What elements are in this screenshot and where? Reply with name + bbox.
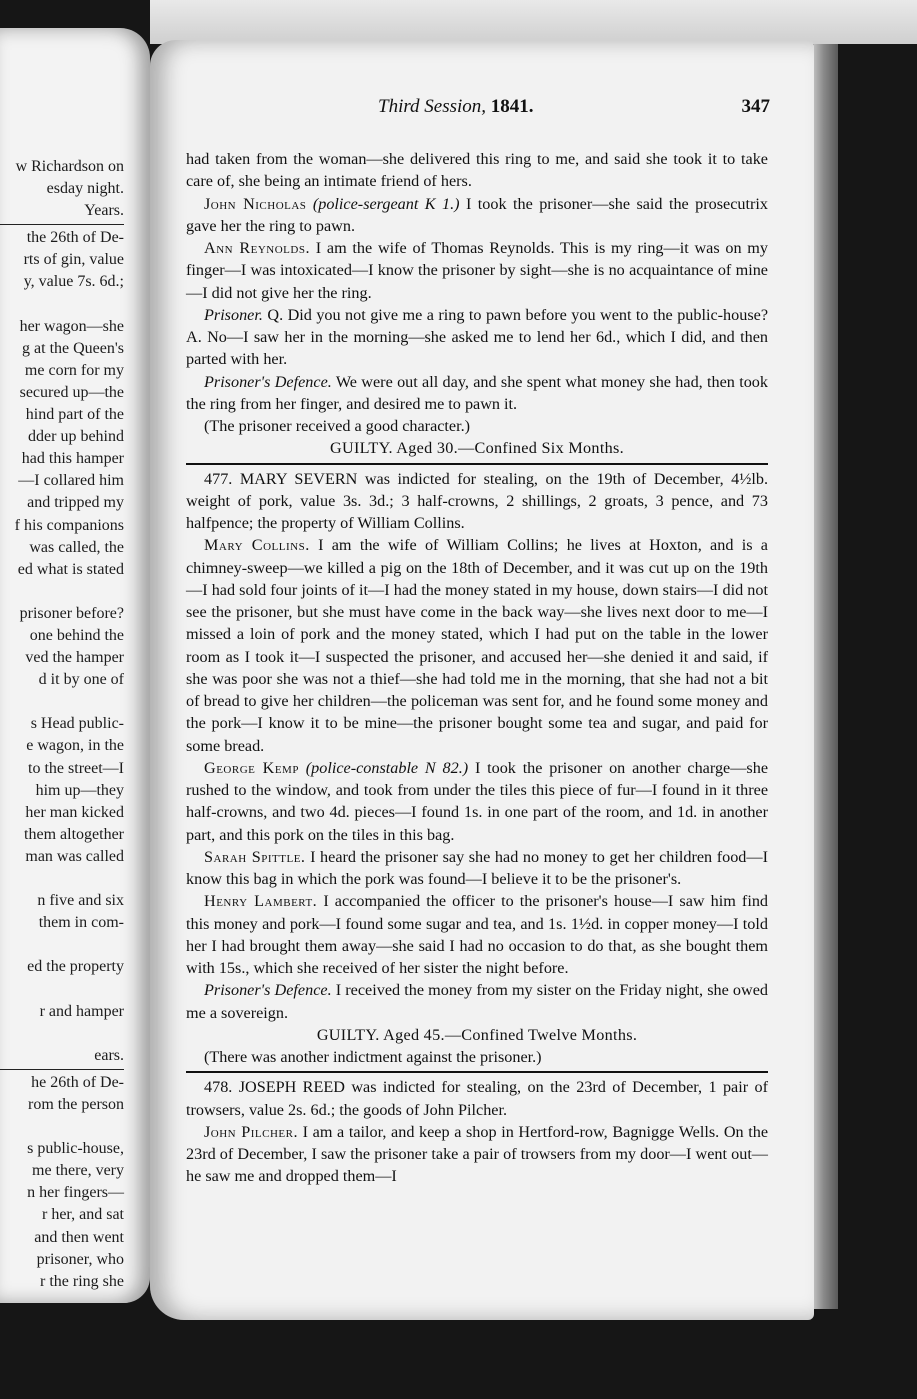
left-page-line: y, value 7s. 6d.; bbox=[23, 273, 124, 291]
speaker-label: Prisoner's Defence. bbox=[204, 372, 332, 391]
left-page-line: ved the hamper bbox=[25, 649, 124, 667]
case-divider bbox=[186, 1071, 768, 1073]
left-page-line bbox=[0, 294, 124, 316]
left-page-line: had this hamper bbox=[21, 450, 124, 468]
left-page-line bbox=[0, 934, 124, 956]
case477-indictment: 477. MARY SEVERN was indicted for stealing, on the 19th of December, 4½lb. weight of pork, value 3s. 3d.; 3 half-crowns, 2 shillings, 2 groats, 3 pence, and 73 halfpence; the property of William Collins. bbox=[186, 469, 768, 532]
left-page-line: —I collared him bbox=[18, 472, 124, 490]
case-divider bbox=[186, 463, 768, 465]
left-page-line bbox=[0, 1023, 124, 1045]
pilcher-testimony: John Pilcher. I am a tailor, and keep a shop in Hertford-row, Bagnigge Wells. On the 23rd of December, I saw the prisoner take a pair of trowsers from my door—I went out—he saw me and dropped them—I bbox=[186, 1122, 769, 1186]
witness-name: Mary Collins. bbox=[204, 536, 310, 555]
nicholas-testimony: John Nicholas (police-sergeant K 1.) I took the prisoner—she said the prosecutrix gave her the ring to pawn. bbox=[186, 194, 768, 235]
left-page-line: prisoner before? bbox=[19, 604, 124, 622]
page-edge bbox=[814, 44, 838, 1309]
left-page-line: and tripped my bbox=[27, 494, 124, 512]
witness-name: Henry Lambert. bbox=[204, 892, 318, 911]
left-page-line: the 26th of De- bbox=[26, 229, 124, 247]
left-page-line: me there, very bbox=[32, 1162, 124, 1180]
verdict: GUILTY. Aged 45.—Confined Twelve Months. bbox=[316, 1025, 638, 1044]
left-page-line: to the street—I bbox=[28, 759, 124, 777]
left-page-line: was called, the bbox=[29, 538, 124, 556]
left-page-line: them altogether bbox=[24, 825, 124, 843]
left-page-line: rom the person bbox=[28, 1095, 124, 1113]
left-page-line bbox=[0, 581, 124, 603]
left-page-line: r the ring she bbox=[40, 1272, 124, 1290]
witness-name: John Nicholas bbox=[204, 194, 307, 213]
left-page-line: s public-house, bbox=[27, 1140, 124, 1158]
left-page-line: Years. bbox=[84, 202, 124, 220]
witness-role: (police-sergeant K 1.) bbox=[312, 194, 460, 213]
left-page-line: esday night. bbox=[46, 180, 124, 198]
left-page-line: e wagon, in the bbox=[26, 737, 124, 755]
left-page-line bbox=[0, 691, 124, 713]
left-page-line: secured up—the bbox=[19, 383, 124, 401]
left-page-line: ed what is stated bbox=[17, 560, 124, 578]
character-note: (The prisoner received a good character.) bbox=[204, 417, 471, 435]
prisoner-defence: Prisoner's Defence. We were out all day, and she spent what money she had, then took the ring from her finger, and desired me to pawn it. bbox=[186, 372, 768, 413]
left-page-rule bbox=[0, 224, 124, 225]
witness-name: George Kemp bbox=[204, 758, 299, 777]
left-page-line: f his companions bbox=[14, 516, 124, 534]
left-page-line: r and hamper bbox=[39, 1002, 124, 1020]
left-page-line: w Richardson on bbox=[15, 158, 124, 175]
left-page-line: one behind the bbox=[29, 626, 124, 644]
witness-name: Sarah Spittle. bbox=[204, 847, 306, 866]
case476-continuation: had taken from the woman—she delivered this ring to me, and said she took it to take care of, she being an intimate friend of hers. bbox=[186, 150, 768, 191]
left-page-rule bbox=[0, 1069, 124, 1070]
left-page-line: and then went bbox=[34, 1228, 124, 1246]
speaker-label: Prisoner. bbox=[204, 305, 263, 324]
right-page bbox=[150, 40, 814, 1320]
left-page-line: them in com- bbox=[38, 914, 124, 932]
left-page-line: n her fingers— bbox=[27, 1184, 124, 1202]
left-page-line: he 26th of De- bbox=[31, 1073, 124, 1091]
left-page-line: her wagon—she bbox=[19, 317, 124, 335]
lambert-testimony: Henry Lambert. I accompanied the officer to the prisoner's house—I saw him find this money and pork—I found some sugar and tea, and 1s. 1½d. in copper money—I told her I had brought them away—she said I had no occasion to do that, as she bought them with 15s., which she received of her sister the night before. bbox=[186, 892, 769, 977]
left-page-line bbox=[0, 868, 124, 890]
left-page-text bbox=[0, 156, 124, 1293]
page-header bbox=[150, 96, 770, 128]
witness-name: Ann Reynolds. bbox=[204, 239, 311, 257]
page-number: 347 bbox=[741, 96, 770, 117]
left-page-line: ears. bbox=[94, 1046, 124, 1064]
left-page-line: prisoner, who bbox=[36, 1250, 124, 1268]
left-page-line: him up—they bbox=[35, 781, 124, 799]
left-page-line: dder up behind bbox=[28, 428, 124, 446]
witness-name: John Pilcher. bbox=[204, 1122, 299, 1141]
left-page-line: me corn for my bbox=[24, 361, 124, 379]
kemp-testimony: George Kemp (police-constable N 82.) I took the prisoner on another charge—she rushed to the window, and took from under the tiles this piece of fur—I found in it three half-crowns, and two 4d. pieces—I found 1s. in one part of the room, and 1d. in another part, and this pork on the tiles in this bag. bbox=[186, 758, 769, 844]
spittle-testimony: Sarah Spittle. I heard the prisoner say she had no money to get her children food—I know this bag in which the pork was found—I believe it to be the prisoner's. bbox=[186, 847, 768, 888]
left-page-line bbox=[0, 1116, 124, 1138]
scan-top-margin bbox=[150, 0, 917, 44]
case478-indictment: 478. JOSEPH REED was indicted for stealing, on the 23rd of December, 1 pair of trowsers, value 2s. 6d.; the goods of John Pilcher. bbox=[186, 1078, 768, 1119]
running-title: Third Session, 1841. bbox=[378, 96, 534, 117]
left-page-line: her man kicked bbox=[25, 803, 124, 821]
reynolds-testimony: Ann Reynolds. I am the wife of Thomas Reynolds. This is my ring—it was on my finger—I was intoxicated—I know the prisoner by sight—she is no acquaintance of mine—I did not give her the ring. bbox=[186, 239, 768, 302]
left-page-line: d it by one of bbox=[38, 671, 124, 689]
speaker-label: Prisoner's Defence. bbox=[204, 981, 332, 1000]
witness-role: (police-constable N 82.) bbox=[305, 758, 469, 777]
page-body bbox=[186, 148, 768, 1188]
left-page-line: rts of gin, value bbox=[23, 251, 124, 269]
left-page-line: g at the Queen's bbox=[22, 339, 124, 357]
left-page-line: n five and six bbox=[37, 892, 124, 910]
collins-testimony: Mary Collins. I am the wife of William Collins; he lives at Hoxton, and is a chimney-sweep—we killed a pig on the 18th of December, and it was cut up on the 19th—I had sold four joints of it—I had the money stated in my house, down stairs—I did not see the prisoner, but she must have come in the back way—she lives next door to me—I missed a loin of pork and the money stated, which I had put on the table in the lower room as I took it—I suspected the prisoner, and accused her—she denied it and said, if she was poor she was not a thief—she had told me in the morning, that she had not a bit of bread to give her children—the policeman was sent for, and he found some money and the pork—I know it to be mine—the prisoner bought some tea and sugar, and paid for some bread. bbox=[186, 536, 768, 755]
verdict: GUILTY. Aged 30.—Confined Six Months. bbox=[330, 439, 624, 458]
left-page-line bbox=[0, 978, 124, 1000]
left-page-line: r her, and sat bbox=[42, 1206, 124, 1224]
running-title-year: 1841. bbox=[490, 96, 534, 117]
left-page-line: hind part of the bbox=[25, 406, 124, 424]
left-page bbox=[0, 28, 150, 1303]
left-page-line: s Head public- bbox=[30, 715, 124, 733]
left-page-line: man was called bbox=[25, 847, 124, 865]
indictment-note: (There was another indictment against the prisoner.) bbox=[204, 1048, 542, 1066]
prisoner-defence: Prisoner's Defence. I received the money from my sister on the Friday night, she owed me a sovereign. bbox=[186, 981, 768, 1022]
prisoner-question: Prisoner. Q. Did you not give me a ring to pawn before you went to the public-house? A. No—I saw her in the morning—she asked me to lend her 6d., which I did, and then parted with her. bbox=[186, 305, 769, 369]
left-page-line: ed the property bbox=[27, 958, 124, 976]
